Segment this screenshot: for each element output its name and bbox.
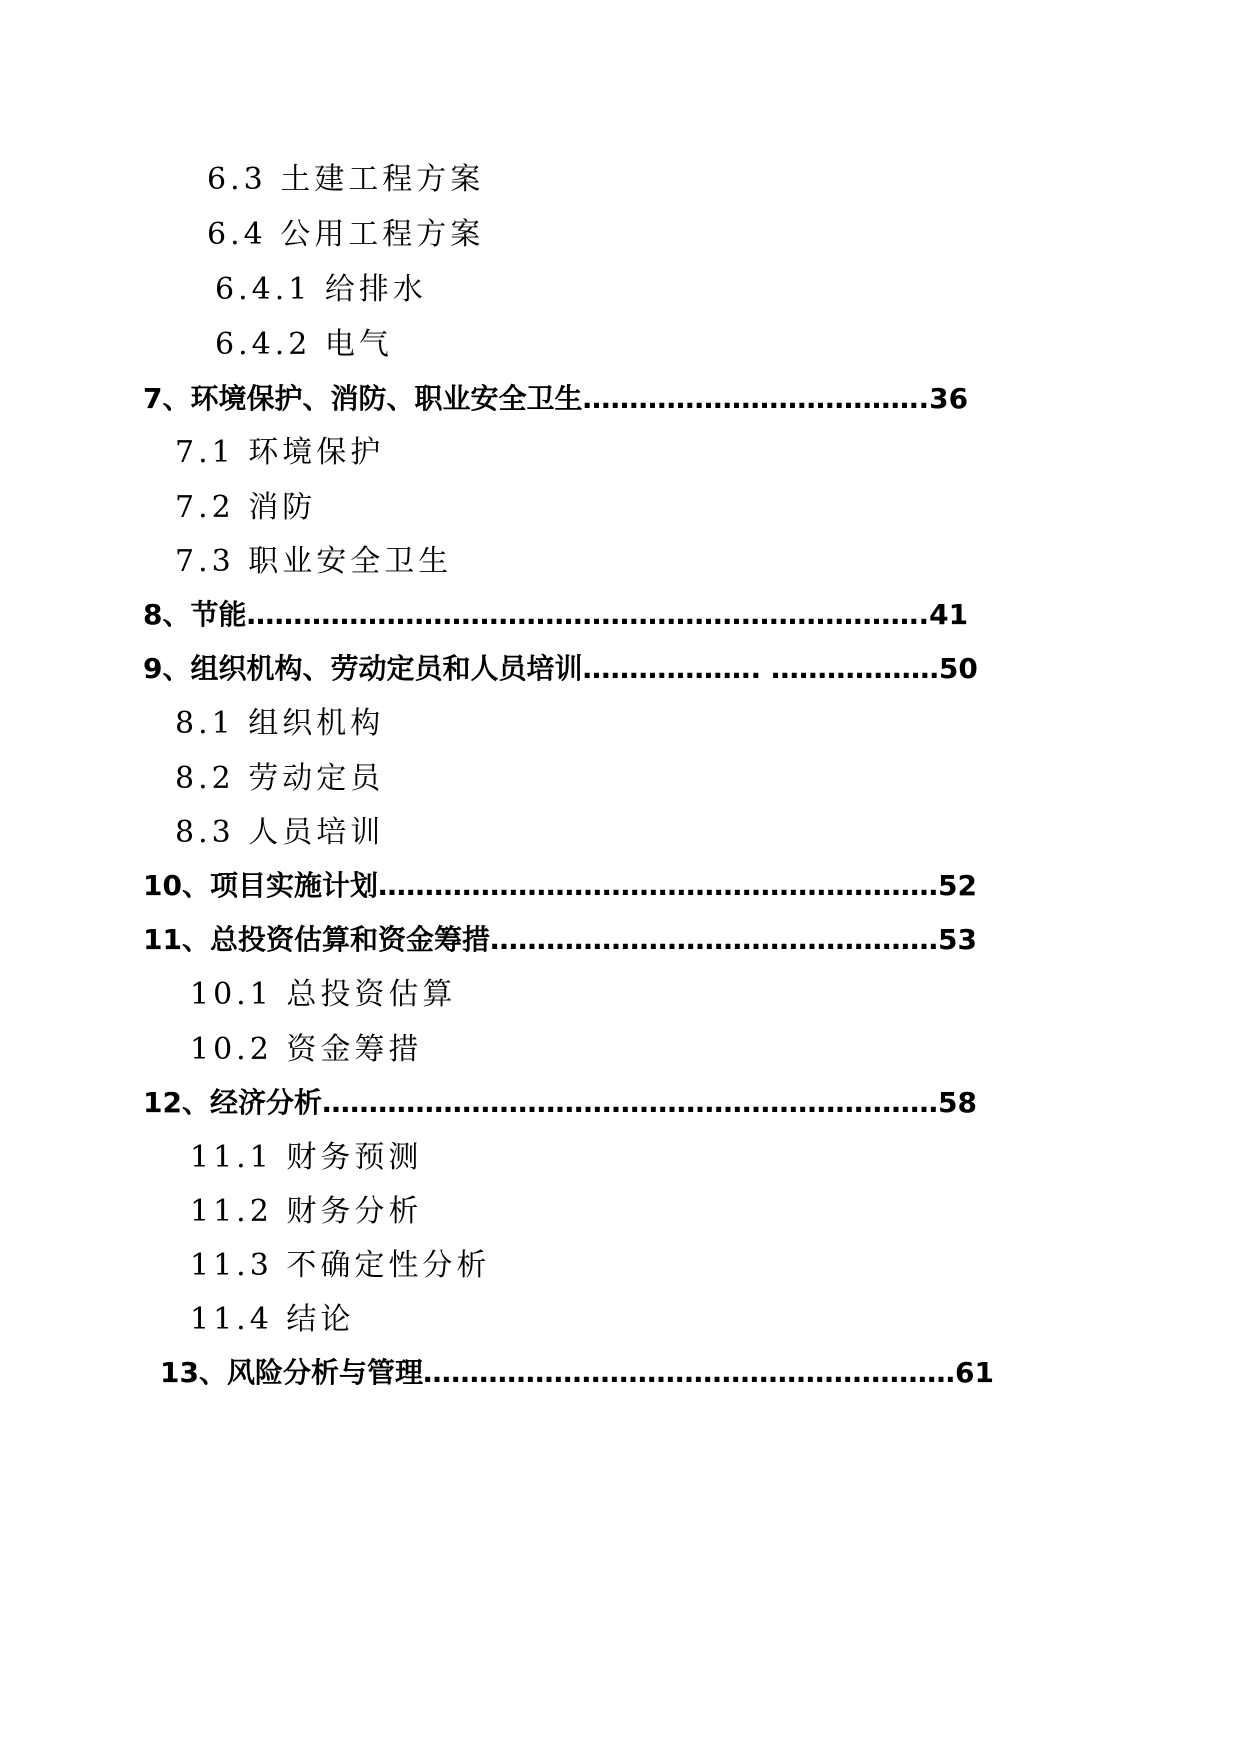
toc-chapter-12: 12、经济分析…………………………………………………………58 bbox=[143, 1086, 977, 1119]
toc-entry-11-3: 11.3 不确定性分析 bbox=[190, 1248, 491, 1283]
toc-entry-8-1: 8.1 组织机构 bbox=[175, 706, 385, 741]
toc-entry-6-4-2: 6.4.2 电气 bbox=[215, 327, 393, 362]
toc-entry-7-2: 7.2 消防 bbox=[175, 490, 317, 525]
toc-chapter-13: 13、风险分析与管理…………………………………………………61 bbox=[160, 1356, 994, 1389]
toc-entry-6-3: 6.3 土建工程方案 bbox=[207, 162, 485, 197]
toc-entry-8-2: 8.2 劳动定员 bbox=[175, 761, 385, 796]
toc-chapter-7: 7、环境保护、消防、职业安全卫生……………………………….36 bbox=[143, 382, 969, 415]
toc-entry-7-3: 7.3 职业安全卫生 bbox=[175, 544, 453, 579]
toc-chapter-11: 11、总投资估算和资金筹措…………………………………………53 bbox=[143, 923, 977, 956]
toc-entry-6-4-1: 6.4.1 给排水 bbox=[215, 272, 427, 307]
toc-chapter-8: 8、节能……………………………………………………………….41 bbox=[143, 598, 969, 631]
toc-entry-10-2: 10.2 资金筹措 bbox=[190, 1032, 423, 1067]
toc-entry-8-3: 8.3 人员培训 bbox=[175, 815, 385, 850]
toc-entry-11-4: 11.4 结论 bbox=[190, 1302, 355, 1337]
toc-entry-10-1: 10.1 总投资估算 bbox=[190, 977, 457, 1012]
toc-entry-6-4: 6.4 公用工程方案 bbox=[207, 217, 485, 252]
toc-entry-7-1: 7.1 环境保护 bbox=[175, 435, 385, 470]
toc-entry-11-1: 11.1 财务预测 bbox=[190, 1140, 423, 1175]
toc-chapter-10: 10、项目实施计划……………………………………………………52 bbox=[143, 869, 977, 902]
toc-entry-11-2: 11.2 财务分析 bbox=[190, 1194, 423, 1229]
toc-chapter-9: 9、组织机构、劳动定员和人员培训………………. ………………50 bbox=[143, 652, 978, 685]
